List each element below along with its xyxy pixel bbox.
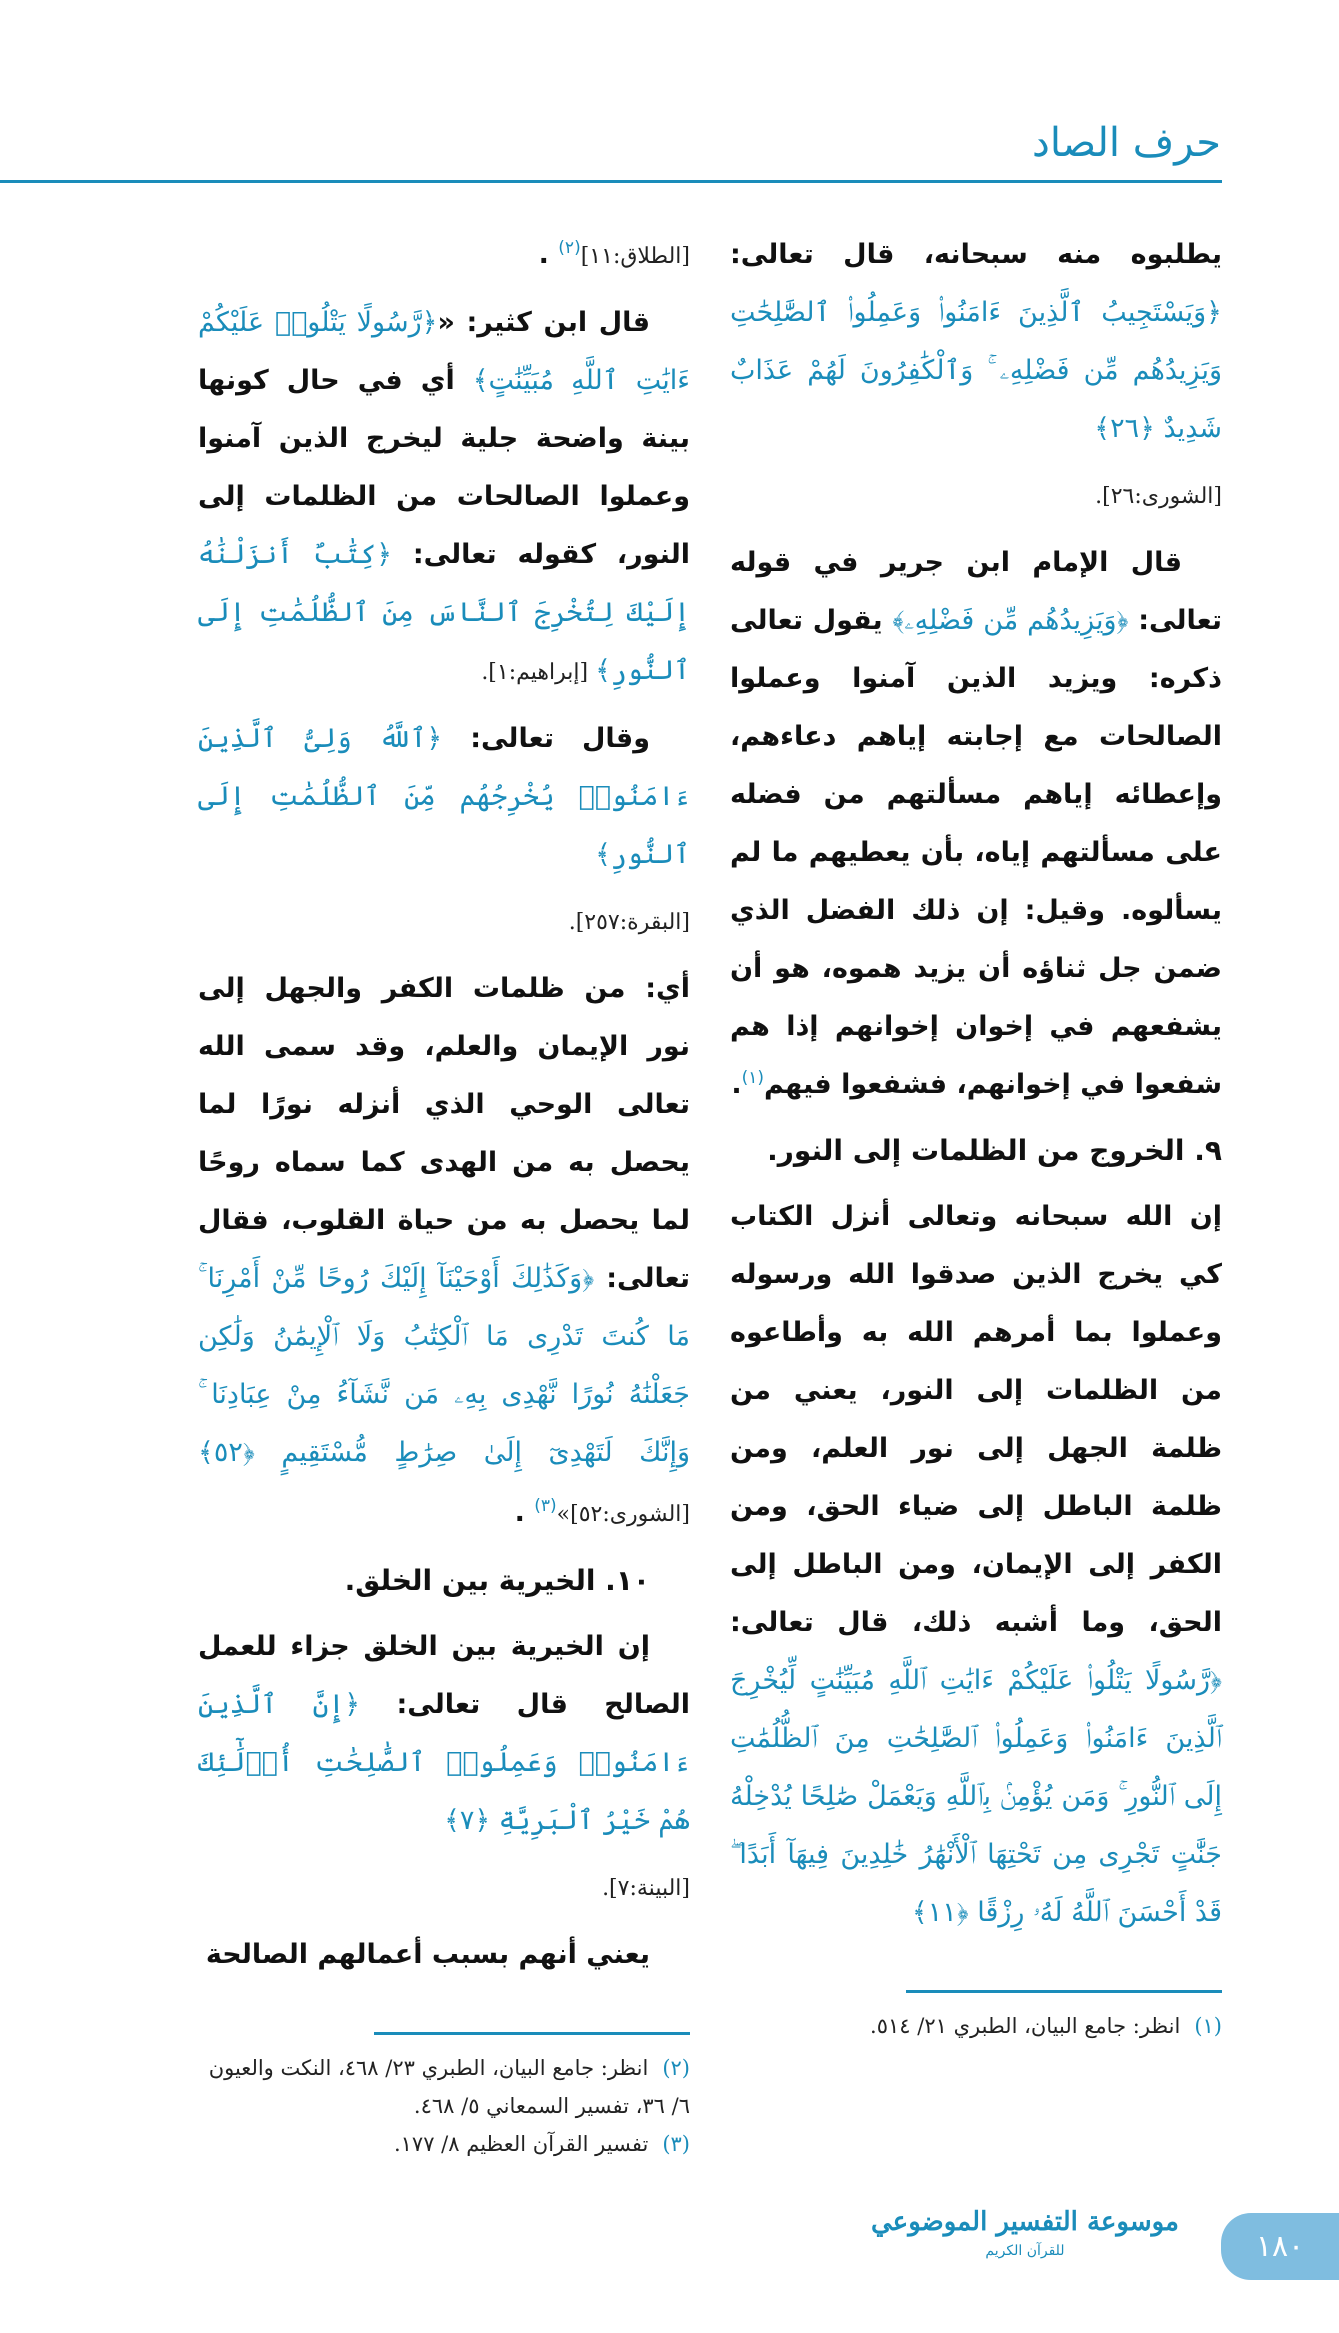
left-column-wrapper (198, 226, 690, 2163)
footnote-divider-right (906, 1990, 1222, 1993)
footnotes-right (730, 1990, 1222, 2045)
footnote-marker: (٣) (534, 1496, 557, 1516)
footnote (730, 2007, 1222, 2045)
body-text: إن الله سبحانه وتعالى أنزل الكتاب كي يخرج الذين صدقوا الله ورسوله وعملوا بما أمرهم الله به وأطاعوه من الظلمات إلى النور، يعني من ظلمة الجهل إلى نور العلم، ومن ظلمة الباطل إلى ضياء الحق، ومن الكفر إلى الإيمان، ومن الباطل إلى الحق، وما أشبه ذلك، قال تعالى: (730, 1201, 1222, 1638)
paragraph (198, 1618, 690, 1850)
body-text: . (538, 239, 559, 270)
paragraph (730, 226, 1222, 458)
verse-reference: [الشورى:٢٦]. (1095, 484, 1222, 509)
paragraph (198, 710, 690, 884)
body-text: . (514, 1497, 535, 1528)
footnote (198, 2049, 690, 2125)
body-text: قال ابن كثير: « (437, 307, 650, 338)
paragraph (198, 1926, 690, 1984)
paragraph (198, 294, 690, 702)
body-text: ٩. الخروج من الظلمات إلى النور. (767, 1134, 1222, 1167)
right-column (730, 226, 1222, 1950)
quran-verse: ﴿ٱللَّهُ وَلِىُّ ٱلَّذِينَ ءَامَنُوا۟ يُخْرِجُهُم مِّنَ ٱلظُّلُمَٰتِ إِلَى ٱلنُّورِ﴾ (198, 723, 690, 870)
paragraph (198, 960, 690, 1544)
header-divider (0, 180, 1222, 183)
verse-reference: [الطلاق:١١] (580, 244, 690, 269)
footnote-number: (١) (1194, 2014, 1222, 2038)
body-text: قال الإمام ابن جرير في قوله تعالى: (730, 547, 1223, 636)
body-text: أي: من ظلمات الكفر والجهل إلى نور الإيمان والعلم، وقد سمى الله تعالى الوحي الذي أنزله نورًا لما يحصل به من الهدى كما سماه روحًا لما يحصل به من حياة القلوب، فقال تعالى: (198, 973, 690, 1294)
page-body (0, 226, 1339, 2163)
page-footer (0, 2193, 1339, 2333)
body-text: وقال تعالى: (442, 723, 650, 754)
body-text: ١٠. الخيرية بين الخلق. (344, 1564, 650, 1597)
quran-verse: ﴿وَيَزِيدُهُم مِّن فَضْلِهِۦ﴾ (892, 605, 1129, 636)
footnote (198, 2125, 690, 2163)
paragraph (730, 466, 1222, 526)
footnote-marker: (١) (741, 1068, 764, 1088)
chapter-title: حرف الصاد (1032, 120, 1221, 166)
body-text: يطلبوه منه سبحانه، قال تعالى: (730, 239, 1222, 270)
body-text: إن الخيرية بين الخلق جزاء للعمل الصالح قال تعالى: (198, 1631, 690, 1720)
quran-verse: ﴿كِتَٰبٌ أَنزَلْنَٰهُ إِلَيْكَ لِتُخْرِجَ ٱلنَّاسَ مِنَ ٱلظُّلُمَٰتِ إِلَى ٱلنُّورِ﴾ (198, 539, 690, 686)
verse-reference: [إبراهيم:١]. (481, 660, 596, 685)
verse-reference: [البينة:٧]. (602, 1876, 690, 1901)
footnote-text: انظر: جامع البيان، الطبري ٢٣/ ٤٦٨، النكت والعيون ٦/ ٣٦، تفسير السمعاني ٥/ ٤٦٨. (208, 2056, 690, 2118)
paragraph (198, 226, 690, 286)
body-text: . (731, 1069, 742, 1100)
body-text: أي في حال كونها بينة واضحة جلية ليخرج الذين آمنوا وعملوا الصالحات من الظلمات إلى النور، كقوله تعالى: (198, 365, 691, 570)
footnote-text: تفسير القرآن العظيم ٨/ ١٧٧. (393, 2132, 649, 2156)
quran-verse: ﴿رَّسُولًا يَتْلُوا۟ عَلَيْكُمْ ءَايَٰتِ ٱللَّهِ مُبَيِّنَٰتٍ﴾ (198, 307, 690, 396)
footnote-number: (٢) (662, 2056, 690, 2080)
footnote-text: انظر: جامع البيان، الطبري ٢١/ ٥١٤. (870, 2014, 1181, 2038)
page-header (0, 0, 1339, 226)
footnotes-left (198, 2032, 690, 2163)
verse-reference: [الشورى:٥٢]» (556, 1502, 690, 1527)
body-text: يقول تعالى ذكره: ويزيد الذين آمنوا وعملوا الصالحات مع إجابته إياهم دعاءهم، وإعطائه إياهم مسألتهم من فضله على مسألتهم إياه، بأن يعطيهم ما لم يسألوه. وقيل: إن ذلك الفضل الذي ضمن جل ثناؤه أن يزيد هموه، هو أن يشفعهم في إخوان إخوانهم إذا هم شفعوا في إخوانهم، فشفعوا فيهم (730, 605, 1222, 1100)
footnote-marker: (٢) (558, 238, 581, 258)
section-heading (730, 1122, 1222, 1180)
page-number: ١٨٠ (1221, 2213, 1339, 2280)
logo-subtitle: للقرآن الكريم (985, 2243, 1065, 2259)
paragraph (198, 1858, 690, 1918)
verse-reference: [البقرة:٢٥٧]. (568, 910, 690, 935)
quran-verse: ﴿وَكَذَٰلِكَ أَوْحَيْنَآ إِلَيْكَ رُوحًا مِّنْ أَمْرِنَا ۚ مَا كُنتَ تَدْرِى مَا ٱلْكِتَٰبُ وَلَا ٱلْإِيمَٰنُ وَلَٰكِن جَعَلْنَٰهُ نُورًا نَّهْدِى بِهِۦ مَن نَّشَآءُ مِنْ عِبَادِنَا ۚ وَإِنَّكَ لَتَهْدِىٓ إِلَىٰ صِرَٰطٍ مُّسْتَقِيمٍ ﴿٥٢﴾ (198, 1263, 690, 1468)
left-column (198, 226, 690, 1992)
paragraph (730, 534, 1222, 1114)
quran-verse: ﴿وَيَسْتَجِيبُ ٱلَّذِينَ ءَامَنُوا۟ وَعَمِلُوا۟ ٱلصَّٰلِحَٰتِ وَيَزِيدُهُم مِّن فَضْلِهِۦ ۚ وَٱلْكَٰفِرُونَ لَهُمْ عَذَابٌ شَدِيدٌ ﴿٢٦﴾ (730, 297, 1222, 444)
paragraph (198, 892, 690, 952)
section-heading (198, 1552, 690, 1610)
logo-title: موسوعة التفسير الموضوعي (871, 2207, 1179, 2237)
paragraph (730, 1188, 1222, 1942)
quran-verse: ﴿إِنَّ ٱلَّذِينَ ءَامَنُوا۟ وَعَمِلُوا۟ ٱلصَّٰلِحَٰتِ أُو۟لَٰٓئِكَ هُمْ خَيْرُ ٱلْبَرِيَّةِ ﴿٧﴾ (198, 1689, 690, 1836)
body-text: يعني أنهم بسبب أعمالهم الصالحة (205, 1939, 650, 1970)
series-logo (840, 2203, 1210, 2261)
right-column-wrapper (730, 226, 1222, 2045)
footnote-divider-left (374, 2032, 690, 2035)
quran-verse: ﴿رَّسُولًا يَتْلُوا۟ عَلَيْكُمْ ءَايَٰتِ ٱللَّهِ مُبَيِّنَٰتٍ لِّيُخْرِجَ ٱلَّذِينَ ءَامَنُوا۟ وَعَمِلُوا۟ ٱلصَّٰلِحَٰتِ مِنَ ٱلظُّلُمَٰتِ إِلَى ٱلنُّورِ ۚ وَمَن يُؤْمِنۢ بِٱللَّهِ وَيَعْمَلْ صَٰلِحًا يُدْخِلْهُ جَنَّٰتٍ تَجْرِى مِن تَحْتِهَا ٱلْأَنْهَٰرُ خَٰلِدِينَ فِيهَآ أَبَدًا ۖ قَدْ أَحْسَنَ ٱللَّهُ لَهُۥ رِزْقًا ﴿١١﴾ (730, 1665, 1222, 1928)
footnote-number: (٣) (662, 2132, 690, 2156)
